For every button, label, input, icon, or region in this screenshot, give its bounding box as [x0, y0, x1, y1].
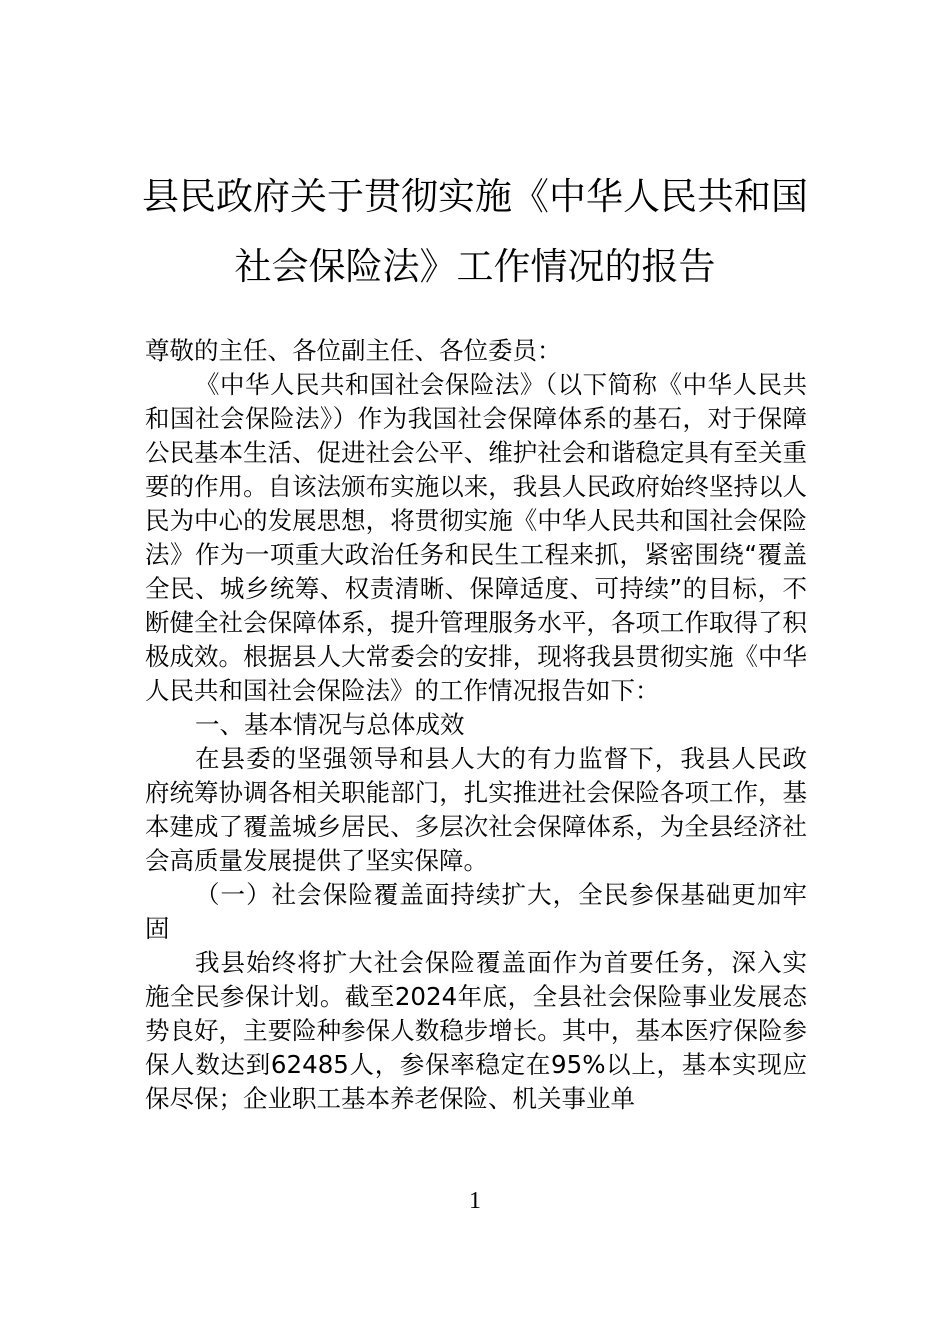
page-number: 1 [469, 1188, 481, 1214]
intro-paragraph: 《中华人民共和国社会保险法》（以下简称《中华人民共和国社会保险法》）作为我国社会保障体系的基石，对于保障公民基本生活、促进社会公平、维护社会和谐稳定具有至关重要的作用。自该法颁布实施以来，我县人民政府始终坚持以人民为中心的发展思想，将贯彻实施《中华人民共和国社会保险法》作为一项重大政治任务和民生工程来抓，紧密围绕“覆盖全民、城乡统筹、权责清晰、保障适度、可持续”的目标，不断健全社会保障体系，提升管理服务水平，各项工作取得了积极成效。根据县人大常委会的安排，现将我县贯彻实施《中华人民共和国社会保险法》的工作情况报告如下： [145, 370, 807, 705]
salutation: 尊敬的主任、各位副主任、各位委员： [145, 336, 562, 365]
document-body [145, 334, 807, 1116]
document-title-line-2: 社会保险法》工作情况的报告 [234, 245, 716, 288]
subsection-1-paragraph: 我县始终将扩大社会保险覆盖面作为首要任务，深入实施全民参保计划。截至2024年底，全县社会保险事业发展态势良好，主要险种参保人数稳步增长。其中，基本医疗保险参保人数达到62485人，参保率稳定在95%以上，基本实现应保尽保；企业职工基本养老保险、机关事业单 [145, 948, 807, 1113]
subsection-heading-1: （一）社会保险覆盖面持续扩大，全民参保基础更加牢固 [145, 880, 807, 943]
section-1-paragraph: 在县委的坚强领导和县人大的有力监督下，我县人民政府统筹协调各相关职能部门，扎实推进社会保险各项工作，基本建成了覆盖城乡居民、多层次社会保障体系，为全县经济社会高质量发展提供了坚实保障。 [145, 744, 807, 875]
document-title-line-1: 县民政府关于贯彻实施《中华人民共和国 [142, 175, 808, 218]
section-heading-1: 一、基本情况与总体成效 [195, 710, 465, 739]
